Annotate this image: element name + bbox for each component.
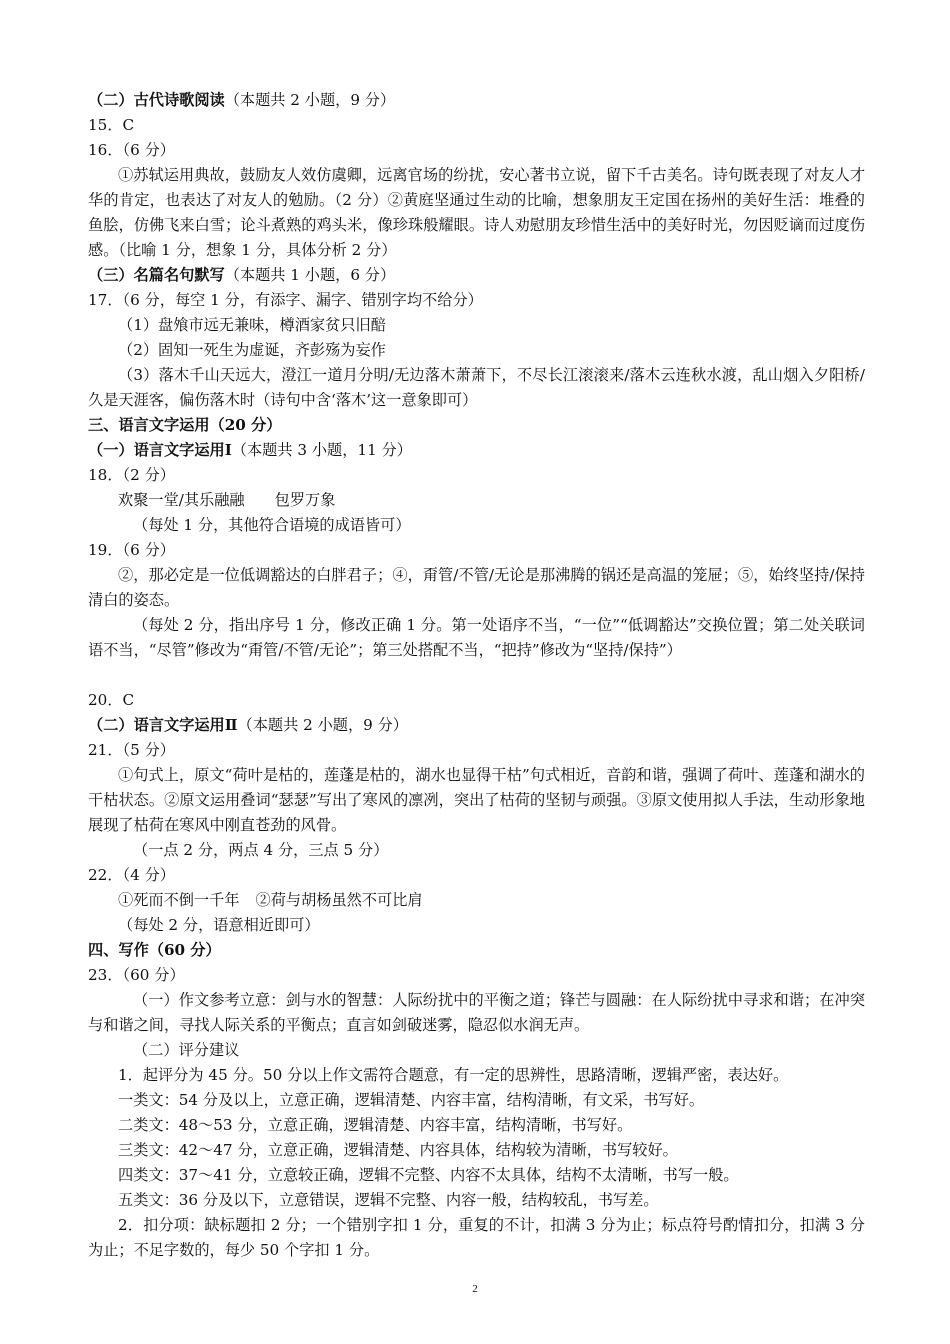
note-q19: （每处 2 分，指出序号 1 分，修改正确 1 分。第一处语序不当，“一位”“低调豁达”交换位置；第二处关联词语不当，“尽管”修改为“甭管/不管/无论”；第三处搭配不当，“把持”修改为“坚持/保持”）	[88, 616, 865, 659]
grade-2: 二类文：48～53 分，立意正确，逻辑清楚、内容丰富，结构清晰，书写好。	[118, 1116, 633, 1134]
note-q22: （每处 2 分，语意相近即可）	[118, 916, 320, 934]
answer-q16-body: ①苏轼运用典故，鼓励友人效仿虞卿，远离官场的纷扰，安心著书立说，留下千古美名。诗句既表现了对友人才华的肯定，也表达了对友人的勉励。（2 分）②黄庭坚通过生动的比喻，想象朋友王定国在扬州的美好生活：堆叠的鱼脍，仿佛飞来白雪；论斗煮熟的鸡头米，像珍珠般耀眼。诗人劝慰朋友珍惜生活中的美好时光，勿因贬谪而过度伤感。（比喻 1 分，想象 1 分，具体分析 2 分）	[88, 166, 865, 259]
note-q18: （每处 1 分，其他符合语境的成语皆可）	[133, 516, 411, 534]
grade-5: 五类文：36 分及以下，立意错误，逻辑不完整、内容一般，结构较乱，书写差。	[118, 1191, 659, 1209]
grade-3: 三类文：42～47 分，立意正确，逻辑清楚、内容具体，结构较为清晰，书写较好。	[118, 1141, 678, 1159]
scoring-advice-heading: （二）评分建议	[133, 1041, 240, 1059]
question-q16: 16．（6 分）	[88, 141, 175, 159]
answer-q17-2: （2）固知一死生为虚诞，齐彭殇为妄作	[118, 341, 386, 359]
answer-q17-1: （1）盘飧市远无兼味，樽酒家贫只旧醅	[118, 316, 386, 334]
scoring-rule-1: 1．起评分为 45 分。50 分以上作文需符合题意，有一定的思辨性，思路清晰，逻辑严密，表达好。	[118, 1066, 789, 1084]
question-q19: 19．（6 分）	[88, 541, 175, 559]
answer-q15: 15．C	[88, 116, 135, 134]
grade-4: 四类文：37～41 分，立意较正确，逻辑不完整、内容不太具体，结构不太清晰，书写一般。	[118, 1166, 739, 1184]
section-heading-recitation: （三）名篇名句默写（本题共 1 小题，6 分）	[88, 266, 396, 284]
answer-key-page	[88, 88, 865, 1263]
answer-q18: 欢聚一堂/其乐融融 包罗万象	[118, 491, 336, 509]
grade-1: 一类文：54 分及以上，立意正确，逻辑清楚、内容丰富，结构清晰，有文采，书写好。	[118, 1091, 705, 1109]
question-q22: 22．（4 分）	[88, 866, 175, 884]
question-q18: 18．（2 分）	[88, 466, 175, 484]
answer-q17-3: （3）落木千山天远大，澄江一道月分明/无边落木萧萧下，不尽长江滚滚来/落木云连秋水渡，乱山烟入夕阳桥/久是天涯客，偏伤落木时（诗句中含‘落木’这一意象即可）	[88, 366, 865, 409]
section-heading-language-1: （一）语言文字运用Ⅰ（本题共 3 小题，11 分）	[88, 441, 412, 459]
section-heading-language-2: （二）语言文字运用Ⅱ（本题共 2 小题，9 分）	[88, 716, 408, 734]
answer-q20: 20．C	[88, 691, 135, 709]
answer-q19-body: ②，那必定是一位低调豁达的白胖君子；④，甭管/不管/无论是那沸腾的锅还是高温的笼屉；⑤，始终坚持/保持清白的姿态。	[88, 566, 865, 609]
question-q21: 21．（5 分）	[88, 741, 175, 759]
question-q17: 17．（6 分，每空 1 分，有添字、漏字、错别字均不给分）	[88, 291, 483, 309]
part-heading-writing: 四、写作（60 分）	[88, 941, 221, 959]
part-heading-language: 三、语言文字运用（20 分）	[88, 416, 282, 434]
question-q23: 23．（60 分）	[88, 966, 185, 984]
answer-q21-body: ①句式上，原文“荷叶是枯的，莲蓬是枯的，湖水也显得干枯”句式相近，音韵和谐，强调了荷叶、莲蓬和湖水的干枯状态。②原文运用叠词“瑟瑟”写出了寒风的凛冽，突出了枯荷的坚韧与顽强。③原文使用拟人手法，生动形象地展现了枯荷在寒风中刚直苍劲的风骨。	[88, 766, 865, 834]
note-q21: （一点 2 分，两点 4 分，三点 5 分）	[133, 841, 389, 859]
page-number: 2	[472, 1283, 478, 1295]
essay-idea: （一）作文参考立意：剑与水的智慧：人际纷扰中的平衡之道；锋芒与圆融：在人际纷扰中寻求和谐；在冲突与和谐之间，寻找人际关系的平衡点；直言如剑破迷雾，隐忍似水润无声。	[88, 991, 865, 1034]
scoring-rule-2: 2．扣分项：缺标题扣 2 分；一个错别字扣 1 分，重复的不计，扣满 3 分为止；标点符号酌情扣分，扣满 3 分为止；不足字数的，每少 50 个字扣 1 分。	[88, 1216, 865, 1259]
answer-q22: ①死而不倒一千年 ②荷与胡杨虽然不可比肩	[118, 891, 423, 909]
section-heading-poetry: （二）古代诗歌阅读（本题共 2 小题，9 分）	[88, 91, 396, 109]
